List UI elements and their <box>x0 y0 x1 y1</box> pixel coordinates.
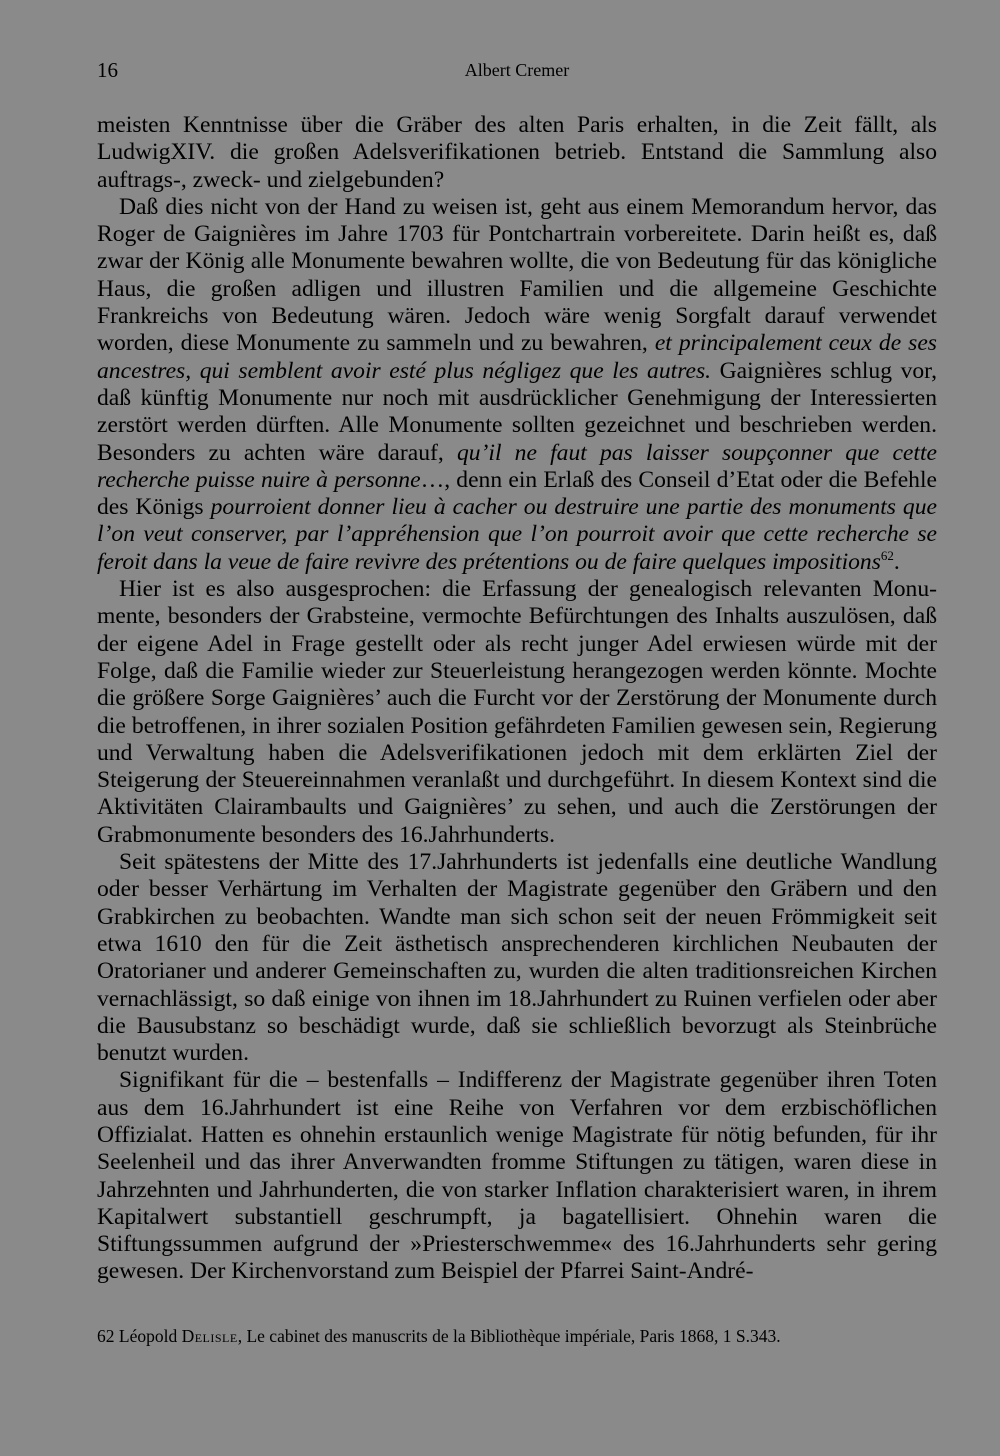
paragraph-2-text-a: Daß dies nicht von der Hand zu weisen ist, geht aus einem Memorandum hervor, das Roger de Gaignières im Jahre 1703 für Pontchartrain vorbereitete. Darin heißt es, daß zwar der König alle Monumente bewahren wollte, die von Bedeutung für das königliche Haus, die großen adligen und illustren Familien und die allgemeine Geschichte Frankreichs von Bedeutung wären. Jedoch wäre wenig Sorgfalt darauf verwendet worden, diese Monumente zu sammeln und zu bewahren, <box>97 193 937 357</box>
paragraph-5: Signifikant für die – bestenfalls – Indifferenz der Magistrate gegenüber ihren Toten aus dem 16.Jahrhundert ist eine Reihe von Verfahren vor dem erzbischöflichen Offizialat. Hatten es ohnehin erstaunlich wenige Magistrate für nötig befunden, für ihr Seelenheil und das ihrer Anverwandten fromme Stiftungen zu tätigen, waren diese in Jahrzehnten und Jahrhunderten, die von starker Inflation charakterisiert waren, in ihrem Kapitalwert substantiell geschrumpft, ja bagatellisiert. Ohnehin waren die Stiftungssummen aufgrund der »Priesterschwemme« des 16.Jahrhunderts sehr gering gewesen. Der Kirchenvorstand zum Beispiel der Pfarrei Saint-André- <box>97 1067 937 1285</box>
footnote-author-last: Delisle <box>181 1326 238 1346</box>
footnote-author-first: Léopold <box>118 1326 178 1346</box>
paragraph-2-quote-1: et principalement ceux de ses ancestres, qui semblent avoir esté plus négligez que les autres. <box>97 330 937 384</box>
page-header <box>97 58 937 88</box>
footnote <box>97 1325 937 1347</box>
footnote-reference[interactable]: 62 <box>880 547 894 563</box>
footnote-number: 62 <box>97 1326 115 1346</box>
paragraph-1: meisten Kenntnisse über die Gräber des alten Paris erhalten, in die Zeit fällt, als LudwigXIV. die großen Adelsverifikationen betrieb. Entstand die Sammlung also auftrags-, zweck- und zielgebunden? <box>97 112 937 193</box>
paragraph-2-quote-2: qu’il ne faut pas laisser soupçonner que cette recherche puisse nuire à personne <box>97 439 937 493</box>
paragraph-2 <box>97 194 937 576</box>
paragraph-2-quote-3: pourroient donner lieu à cacher ou destruire une partie des monuments que l’on veut conserver, par l’appréhension que l’on pourroit avoir que cette recherche se feroit dans la veue de faire revivre des prétentions ou de faire quelques impositions <box>97 494 937 575</box>
paragraph-2-text-c: …, denn ein Erlaß des Conseil d’Etat oder die Befehle des Königs <box>97 466 937 521</box>
running-head: Albert Cremer <box>464 60 570 80</box>
page-number: 16 <box>97 58 118 82</box>
paragraph-2-end: . <box>893 548 900 575</box>
paragraph-3: Hier ist es also ausgesprochen: die Erfassung der genealogisch relevanten Monumente, besonders der Grabsteine, vermochte Befürchtungen des Inhalts auszulösen, daß der eigene Adel in Frage gestellt oder als recht junger Adel erwiesen würde mit der Folge, daß die Familie wieder zur Steuerleistung herangezogen werden könnte. Mochte die größere Sorge Gaignières’ auch die Furcht vor der Zerstörung der Monumente durch die betroffenen, in ihrer sozialen Position gefährdeten Familien gewesen sein, Regierung und Verwaltung haben die Adelsverifikationen jedoch mit dem erklärten Ziel der Steigerung der Steuereinnahmen veranlaßt und durchgeführt. In diesem Kontext sind die Aktivitäten Clairambaults und Gaignières’ zu sehen, und auch die Zerstörungen der Grabmonumente besonders des 16.Jahrhunderts. <box>97 576 937 848</box>
paragraph-4: Seit spätestens der Mitte des 17.Jahrhunderts ist jedenfalls eine deutliche Wandlung oder besser Verhärtung im Verhalten der Magistrate gegenüber den Gräbern und den Grabkirchen zu beobachten. Wandte man sich schon seit der neuen Frömmigkeit seit etwa 1610 den für die Zeit ästhetisch ansprechenderen kirchlichen Neubauten der Oratorianer und anderer Gemeinschaften zu, wurden die alten traditionsreichen Kirchen vernachlässigt, so daß einige von ihnen im 18.Jahrhundert zu Ruinen verfielen oder aber die Bausubstanz so beschädigt wurde, daß sie schließlich bevorzugt als Steinbrüche benutzt wurden. <box>97 849 937 1067</box>
footnote-citation: , Le cabinet des manuscrits de la Bibliothèque impériale, Paris 1868, 1 S.343. <box>237 1326 781 1346</box>
paragraph-2-text-b: Gaignières schlug vor, daß künftig Monumente nur noch mit ausdrücklicher Genehmigung der Interessierten zerstört werden dürften. Alle Monumente sollten gezeichnet und beschrieben werden. Besonders zu achten wäre darauf, <box>97 357 937 466</box>
body-text <box>97 112 937 1286</box>
